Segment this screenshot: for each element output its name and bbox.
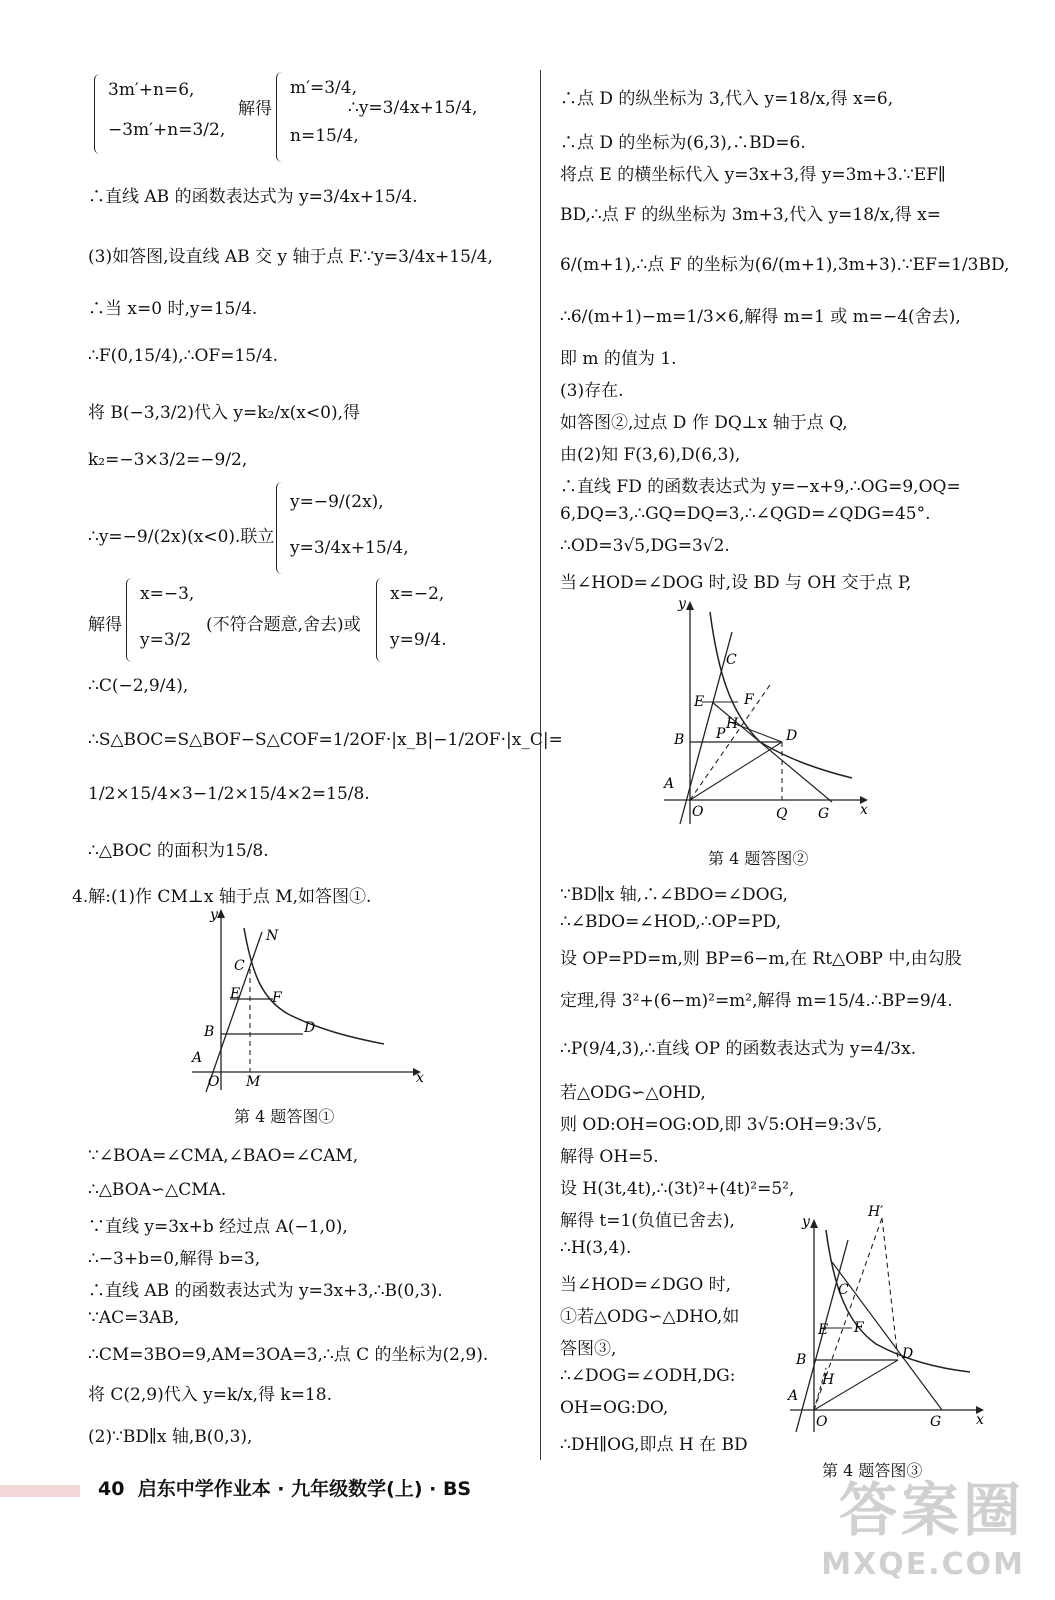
text-line: 解得 OH=5. <box>560 1147 659 1167</box>
text-line: ∴−3+b=0,解得 b=3, <box>88 1249 261 1269</box>
label-H: H <box>726 716 739 732</box>
page-number: 40 <box>98 1478 125 1500</box>
label-M: M <box>246 1074 261 1090</box>
brace <box>94 74 103 154</box>
solution-system-1 <box>276 72 359 162</box>
label-x: x <box>860 802 868 818</box>
page-footer <box>98 1474 471 1501</box>
text-line: 解得 <box>88 615 122 635</box>
text-line: ∴∠DOG=∠ODH,DG: <box>560 1366 736 1386</box>
label-F: F <box>854 1320 864 1336</box>
brace <box>126 578 135 662</box>
text-line: ∵AC=3AB, <box>88 1308 180 1328</box>
text-line: ∴H(3,4). <box>560 1238 632 1258</box>
equation-system-3 <box>126 578 196 662</box>
equation-system-4 <box>376 578 456 662</box>
text-line: 则 OD:OH=OG:OD,即 3√5:OH=9:3√5, <box>560 1115 883 1135</box>
equation: −3m′+n=3/2, <box>108 120 226 140</box>
figure-1-caption: 第 4 题答图① <box>234 1107 335 1126</box>
label-C: C <box>838 1282 849 1298</box>
text-line: 将点 E 的横坐标代入 y=3x+3,得 y=3m+3.∵EF∥ <box>560 165 946 185</box>
problem-heading: 4.解:(1)作 CM⊥x 轴于点 M,如答图①. <box>72 887 372 907</box>
text-line: ∵BD∥x 轴,∴∠BDO=∠DOG, <box>560 885 788 905</box>
text-line: ∴F(0,15/4),∴OF=15/4. <box>88 346 279 366</box>
text-line: ∴OD=3√5,DG=3√2. <box>560 536 730 556</box>
text-line: 将 B(−3,3/2)代入 y=k₂/x(x<0),得 <box>88 403 360 423</box>
text-line: ∴DH∥OG,即点 H 在 BD <box>560 1435 748 1455</box>
text-line: 即 m 的值为 1. <box>560 349 677 369</box>
text-line: 6,DQ=3,∴GQ=DQ=3,∴∠QGD=∠QDG=45°. <box>560 504 931 524</box>
label-D: D <box>786 728 798 744</box>
label-x: x <box>416 1070 424 1086</box>
text-line: 答图③, <box>560 1339 617 1359</box>
brace <box>376 578 385 662</box>
equation: x=−2, <box>390 584 445 604</box>
text-line: (3)如答图,设直线 AB 交 y 轴于点 F.∵y=3/4x+15/4, <box>88 247 493 267</box>
text-line: (2)∵BD∥x 轴,B(0,3), <box>88 1427 253 1447</box>
equation: m′=3/4, <box>290 78 357 98</box>
text-line: OH=OG:DO, <box>560 1398 669 1418</box>
equation: y=3/2 <box>140 630 192 650</box>
label-B: B <box>674 732 685 748</box>
label-E: E <box>818 1322 829 1338</box>
figure-1 <box>188 904 428 1094</box>
text-line: 设 OP=PD=m,则 BP=6−m,在 Rt△OBP 中,由勾股 <box>560 949 962 969</box>
text-line: ∴∠BDO=∠HOD,∴OP=PD, <box>560 912 782 932</box>
text-line: ∴直线 AB 的函数表达式为 y=3/4x+15/4. <box>88 187 418 207</box>
equation-system-1 <box>94 74 234 154</box>
text-line: k₂=−3×3/2=−9/2, <box>88 450 248 470</box>
label-O: O <box>816 1414 828 1430</box>
text-line: ∴S△BOC=S△BOF−S△COF=1/2OF·|x_B|−1/2OF·|x_C|= <box>88 730 563 750</box>
text-line: 解得 t=1(负值已舍去), <box>560 1211 735 1231</box>
label-y: y <box>678 596 686 612</box>
text-line: ∴点 D 的纵坐标为 3,代入 y=18/x,得 x=6, <box>560 89 894 109</box>
label-x: x <box>976 1412 984 1428</box>
footer-color-bar <box>0 1485 80 1497</box>
book-title: 启东中学作业本 · 九年级数学(上) · BS <box>137 1478 472 1500</box>
text-line: ∴6/(m+1)−m=1/3×6,解得 m=1 或 m=−4(舍去), <box>560 307 961 327</box>
text-line: ∴点 D 的坐标为(6,3),∴BD=6. <box>560 133 806 153</box>
text-line: 当∠HOD=∠DGO 时, <box>560 1275 732 1295</box>
text-line: ∴△BOC 的面积为15/8. <box>88 841 269 861</box>
figure-3 <box>786 1200 996 1440</box>
text-line: ∴△BOA∽△CMA. <box>88 1180 227 1200</box>
equation: 3m′+n=6, <box>108 80 195 100</box>
text-line: ∵∠BOA=∠CMA,∠BAO=∠CAM, <box>88 1146 359 1166</box>
figure-2 <box>660 592 880 842</box>
label-O: O <box>208 1074 220 1090</box>
equation: y=9/4. <box>390 630 447 650</box>
text-line: 由(2)知 F(3,6),D(6,3), <box>560 445 741 465</box>
text-line: 1/2×15/4×3−1/2×15/4×2=15/8. <box>88 784 370 804</box>
label-D: D <box>902 1346 914 1362</box>
label-N: N <box>266 928 279 944</box>
text-line: 6/(m+1),∴点 F 的坐标为(6/(m+1),3m+3).∵EF=1/3BD, <box>560 255 1010 275</box>
label-G: G <box>818 806 830 822</box>
equation: y=3/4x+15/4, <box>290 538 409 558</box>
text-line: (3)存在. <box>560 381 624 401</box>
text-line: 将 C(2,9)代入 y=k/x,得 k=18. <box>88 1385 332 1405</box>
text-line: ∴当 x=0 时,y=15/4. <box>88 299 258 319</box>
figure-3-caption: 第 4 题答图③ <box>822 1461 923 1480</box>
text-line: 解得 <box>238 99 272 119</box>
equation: n=15/4, <box>290 126 359 146</box>
label-F: F <box>272 990 282 1006</box>
label-y: y <box>210 907 218 923</box>
label-P: P <box>716 726 726 742</box>
text-line: ∴y=−9/(2x)(x<0).联立 <box>88 527 275 547</box>
text-line: ①若△ODG∽△DHO,如 <box>560 1307 740 1327</box>
text-line: ∴y=3/4x+15/4, <box>348 98 478 118</box>
text-line: 当∠HOD=∠DOG 时,设 BD 与 OH 交于点 P, <box>560 573 912 593</box>
text-line: ∴直线 FD 的函数表达式为 y=−x+9,∴OG=9,OQ= <box>560 477 961 497</box>
label-A: A <box>664 776 675 792</box>
label-C: C <box>726 652 737 668</box>
text-line: 若△ODG∽△OHD, <box>560 1083 706 1103</box>
text-line: 定理,得 3²+(6−m)²=m²,解得 m=15/4.∴BP=9/4. <box>560 991 953 1011</box>
label-B: B <box>204 1024 215 1040</box>
label-O: O <box>692 804 704 820</box>
text-line: ∴C(−2,9/4), <box>88 676 189 696</box>
label-y: y <box>802 1214 810 1230</box>
label-E: E <box>230 986 241 1002</box>
brace <box>276 72 285 162</box>
label-B: B <box>796 1352 807 1368</box>
equation: x=−3, <box>140 584 195 604</box>
column-divider <box>540 70 541 1460</box>
text-line: (不符合题意,舍去)或 <box>206 615 361 635</box>
watermark-logo: 答案圈 MXQE.COM <box>821 1476 1025 1582</box>
label-A: A <box>192 1050 203 1066</box>
label-C: C <box>234 958 245 974</box>
brace <box>276 482 285 574</box>
text-line: ∴P(9/4,3),∴直线 OP 的函数表达式为 y=4/3x. <box>560 1039 917 1059</box>
text-line: ∴CM=3BO=9,AM=3OA=3,∴点 C 的坐标为(2,9). <box>88 1345 489 1365</box>
label-H: H <box>822 1372 835 1388</box>
label-A: A <box>788 1388 799 1404</box>
label-E: E <box>694 694 705 710</box>
text-line: BD,∴点 F 的纵坐标为 3m+3,代入 y=18/x,得 x= <box>560 205 941 225</box>
equation: y=−9/(2x), <box>290 492 384 512</box>
text-line: 如答图②,过点 D 作 DQ⊥x 轴于点 Q, <box>560 413 848 433</box>
text-line: ∵直线 y=3x+b 经过点 A(−1,0), <box>88 1217 348 1237</box>
label-D: D <box>304 1020 316 1036</box>
text-line: ∴直线 AB 的函数表达式为 y=3x+3,∴B(0,3). <box>88 1281 443 1301</box>
label-H-prime: H′ <box>868 1204 884 1220</box>
figure-2-caption: 第 4 题答图② <box>708 849 809 868</box>
equation-system-2 <box>276 482 416 574</box>
label-F: F <box>744 692 754 708</box>
text-line: 设 H(3t,4t),∴(3t)²+(4t)²=5², <box>560 1179 795 1199</box>
label-G: G <box>930 1414 942 1430</box>
label-Q: Q <box>776 806 788 822</box>
